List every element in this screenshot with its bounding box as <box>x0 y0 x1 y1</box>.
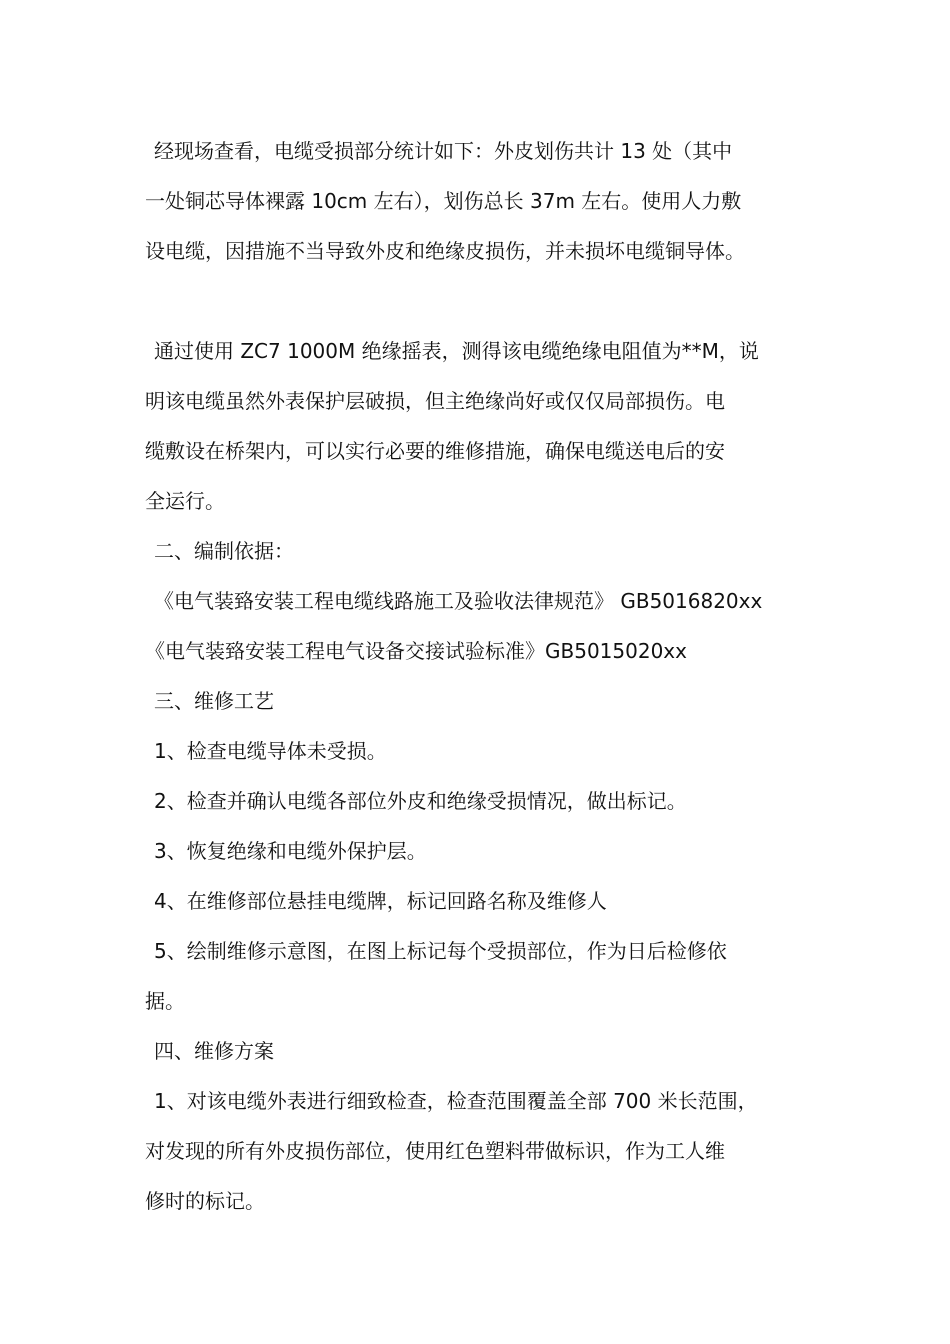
section3-item2: 2、检查并确认电缆各部位外皮和绝缘受损情况，做出标记。 <box>154 789 687 813</box>
document-body <box>145 126 810 1226</box>
para2-line1: 通过使用 ZC7 1000M 绝缘摇表，测得该电缆绝缘电阻值为**M，说 <box>154 339 759 363</box>
section3-heading: 三、维修工艺 <box>154 689 274 713</box>
section3-item4: 4、在维修部位悬挂电缆牌，标记回路名称及维修人 <box>154 889 607 913</box>
section2-ref2: 《电气装臵安装工程电气设备交接试验标准》GB5015020xx <box>145 639 687 663</box>
para1-line3: 设电缆，因措施不当导致外皮和绝缘皮损伤，并未损坏电缆铜导体。 <box>145 239 745 263</box>
section3-item3: 3、恢复绝缘和电缆外保护层。 <box>154 839 427 863</box>
section2-heading: 二、编制依据： <box>154 539 294 563</box>
section3-item1: 1、检查电缆导体未受损。 <box>154 739 387 763</box>
section4-item1-line2: 对发现的所有外皮损伤部位，使用红色塑料带做标识，作为工人维 <box>145 1139 725 1163</box>
para1-line1: 经现场查看，电缆受损部分统计如下：外皮划伤共计 13 处（其中 <box>154 139 733 163</box>
section3-item5-line1: 5、绘制维修示意图，在图上标记每个受损部位，作为日后检修依 <box>154 939 727 963</box>
section4-item1-line1: 1、对该电缆外表进行细致检查，检查范围覆盖全部 700 米长范围， <box>154 1089 758 1113</box>
paragraph-gap <box>145 276 810 326</box>
para2-line3: 缆敷设在桥架内，可以实行必要的维修措施，确保电缆送电后的安 <box>145 439 725 463</box>
section2-ref1: 《电气装臵安装工程电缆线路施工及验收法律规范》 GB5016820xx <box>154 589 763 613</box>
section4-heading: 四、维修方案 <box>154 1039 274 1063</box>
section4-item1-line3: 修时的标记。 <box>145 1189 265 1213</box>
para1-line2: 一处铜芯导体裸露 10cm 左右），划伤总长 37m 左右。使用人力敷 <box>145 189 742 213</box>
section3-item5-line2: 据。 <box>145 989 185 1013</box>
para2-line2: 明该电缆虽然外表保护层破损，但主绝缘尚好或仅仅局部损伤。电 <box>145 389 725 413</box>
para2-line4: 全运行。 <box>145 489 225 513</box>
